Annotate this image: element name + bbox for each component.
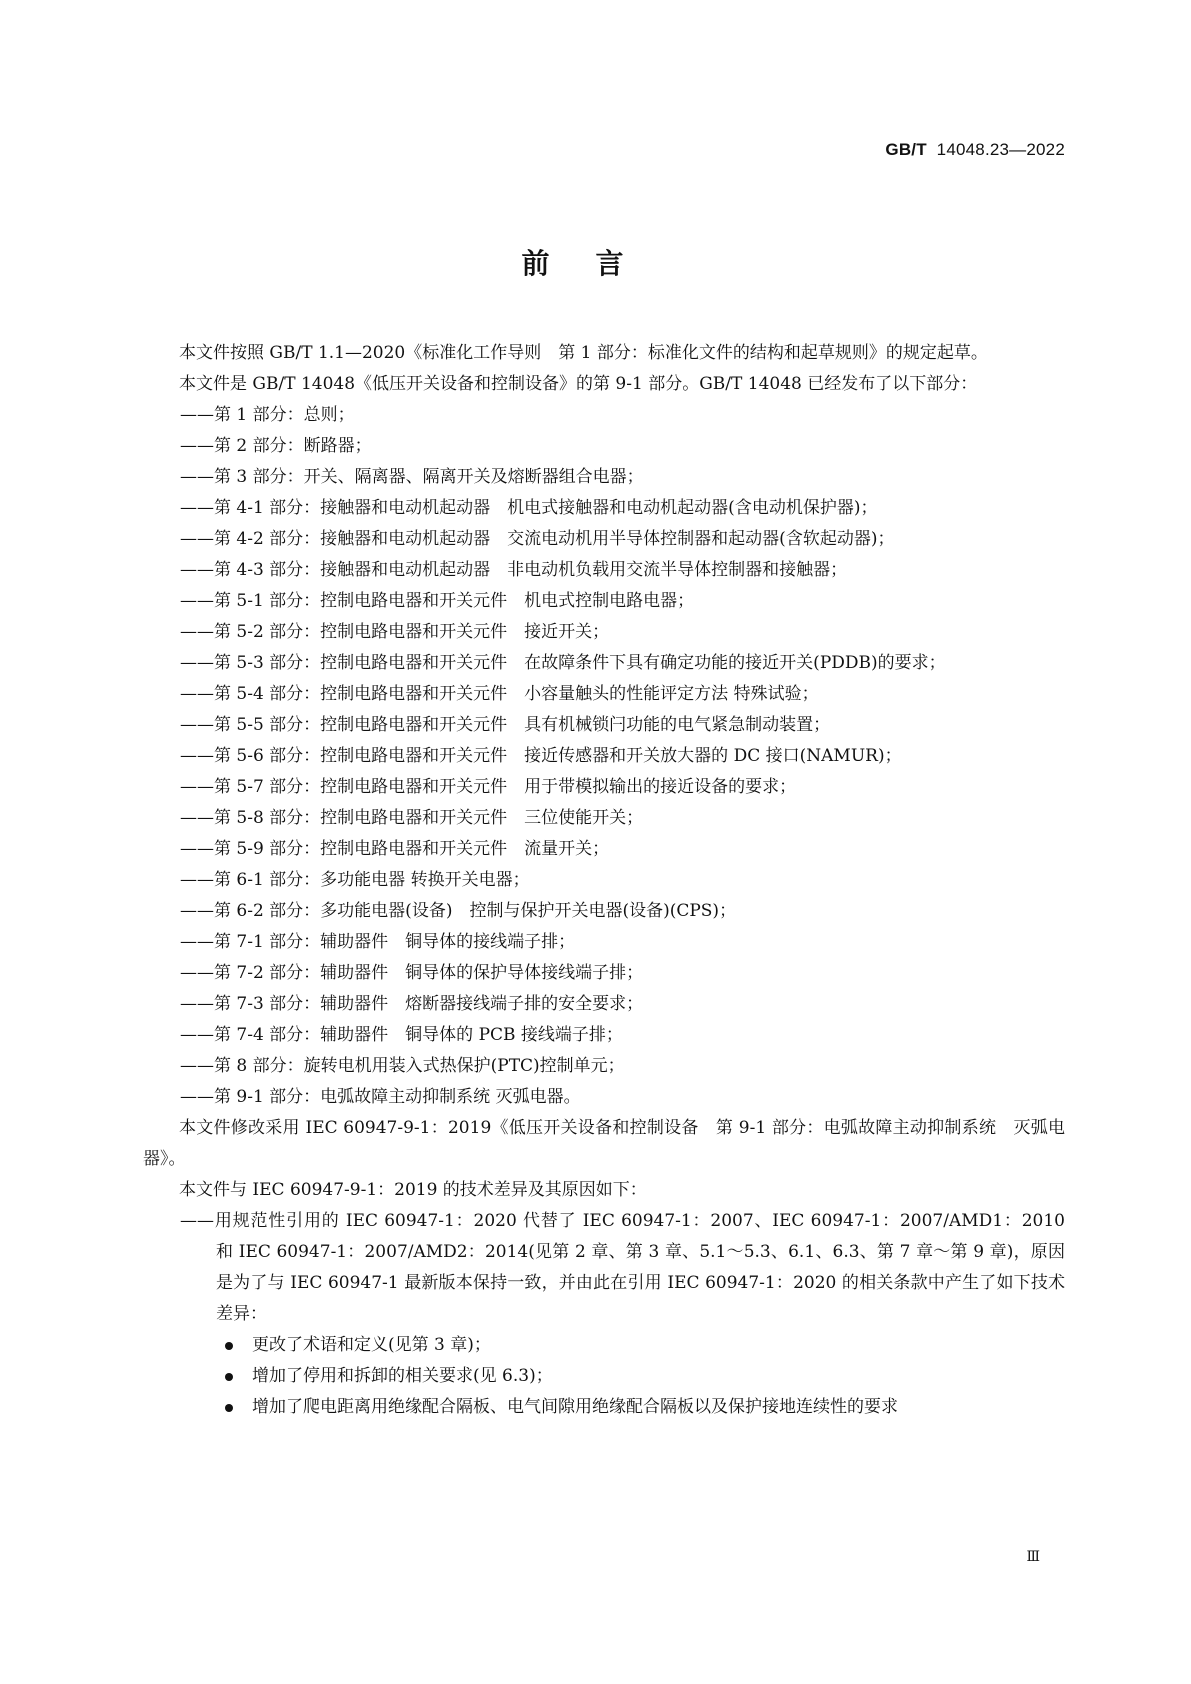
part-item: —— 第 5-3 部分：控制电路电器和开关元件 在故障条件下具有确定功能的接近开关(PDDB)的要求； [143, 648, 1065, 679]
standard-prefix: GB/T [885, 140, 927, 159]
bullet-text: 增加了爬电距离用绝缘配合隔板、电气间隙用绝缘配合隔板以及保护接地连续性的要求 [252, 1397, 898, 1417]
bullet-dot-icon [225, 1404, 233, 1412]
differences-intro: 本文件与 IEC 60947-9-1：2019 的技术差异及其原因如下： [179, 1180, 647, 1200]
part-item: —— 第 4-1 部分：接触器和电动机起动器 机电式接触器和电动机起动器(含电动机保护器)； [143, 493, 1065, 524]
bullet-item [143, 1330, 1065, 1361]
bullet-dot-icon [225, 1342, 233, 1350]
document-body [143, 338, 1065, 1423]
part-item: —— 第 6-1 部分：多功能电器 转换开关电器； [143, 865, 1065, 896]
intro-paragraph-1: 本文件按照 GB/T 1.1—2020《标准化工作导则 第 1 部分：标准化文件的结构和起草规则》的规定起草。 [179, 343, 988, 363]
page-title: 前言 [521, 247, 670, 280]
part-item: —— 第 5-7 部分：控制电路电器和开关元件 用于带模拟输出的接近设备的要求； [143, 772, 1065, 803]
bullet-text: 增加了停用和拆卸的相关要求(见 6.3)； [252, 1366, 553, 1386]
adoption-paragraph: 本文件修改采用 IEC 60947-9-1：2019《低压开关设备和控制设备 第 9-1 部分：电弧故障主动抑制系统 灭弧电器》。 [143, 1118, 1065, 1169]
standard-code: 14048.23—2022 [936, 140, 1065, 159]
part-item: —— 第 4-2 部分：接触器和电动机起动器 交流电动机用半导体控制器和起动器(含软起动器)； [143, 524, 1065, 555]
part-item: —— 第 5-2 部分：控制电路电器和开关元件 接近开关； [143, 617, 1065, 648]
parts-list [143, 400, 1065, 1113]
bullet-item [143, 1361, 1065, 1392]
part-item: —— 第 7-4 部分：辅助器件 铜导体的 PCB 接线端子排； [143, 1020, 1065, 1051]
standard-number [885, 140, 1065, 160]
part-item: —— 第 1 部分：总则； [143, 400, 1065, 431]
intro-paragraph-2: 本文件是 GB/T 14048《低压开关设备和控制设备》的第 9-1 部分。GB/T 14048 已经发布了以下部分： [179, 374, 978, 394]
part-item: —— 第 5-8 部分：控制电路电器和开关元件 三位使能开关； [143, 803, 1065, 834]
bullet-dot-icon [225, 1373, 233, 1381]
part-item: —— 第 5-5 部分：控制电路电器和开关元件 具有机械锁闩功能的电气紧急制动装置； [143, 710, 1065, 741]
part-item: —— 第 5-6 部分：控制电路电器和开关元件 接近传感器和开关放大器的 DC 接口(NAMUR)； [143, 741, 1065, 772]
bullet-item [143, 1392, 1065, 1423]
part-item: —— 第 5-4 部分：控制电路电器和开关元件 小容量触头的性能评定方法 特殊试验； [143, 679, 1065, 710]
page-number: Ⅲ [1026, 1549, 1040, 1565]
part-item: —— 第 7-3 部分：辅助器件 熔断器接线端子排的安全要求； [143, 989, 1065, 1020]
part-item: —— 第 2 部分：断路器； [143, 431, 1065, 462]
part-item: —— 第 6-2 部分：多功能电器(设备) 控制与保护开关电器(设备)(CPS)； [143, 896, 1065, 927]
bullet-text: 更改了术语和定义(见第 3 章)； [252, 1335, 491, 1355]
part-item: —— 第 9-1 部分：电弧故障主动抑制系统 灭弧电器。 [143, 1082, 1065, 1113]
difference-bullets [143, 1330, 1065, 1423]
part-item: —— 第 7-1 部分：辅助器件 铜导体的接线端子排； [143, 927, 1065, 958]
part-item: —— 第 8 部分：旋转电机用装入式热保护(PTC)控制单元； [143, 1051, 1065, 1082]
part-item: —— 第 4-3 部分：接触器和电动机起动器 非电动机负载用交流半导体控制器和接触器； [143, 555, 1065, 586]
part-item: —— 第 5-9 部分：控制电路电器和开关元件 流量开关； [143, 834, 1065, 865]
part-item: —— 第 3 部分：开关、隔离器、隔离开关及熔断器组合电器； [143, 462, 1065, 493]
difference-item: —— 用规范性引用的 IEC 60947-1：2020 代替了 IEC 60947-1：2007、IEC 60947-1：2007/AMD1：2010 和 IEC 60947-1：2007/AMD2：2014(见第 2 章、第 3 章、5.1～5.3、6.1、6.3、第 7 章～第 9 章)，原因是为了与 IEC 60947-1 最新版本保持一致，并由此在引用 IEC 60947-1：2020 的相关条款中产生了如下技术差异： [143, 1206, 1065, 1330]
part-item: —— 第 7-2 部分：辅助器件 铜导体的保护导体接线端子排； [143, 958, 1065, 989]
part-item: —— 第 5-1 部分：控制电路电器和开关元件 机电式控制电路电器； [143, 586, 1065, 617]
